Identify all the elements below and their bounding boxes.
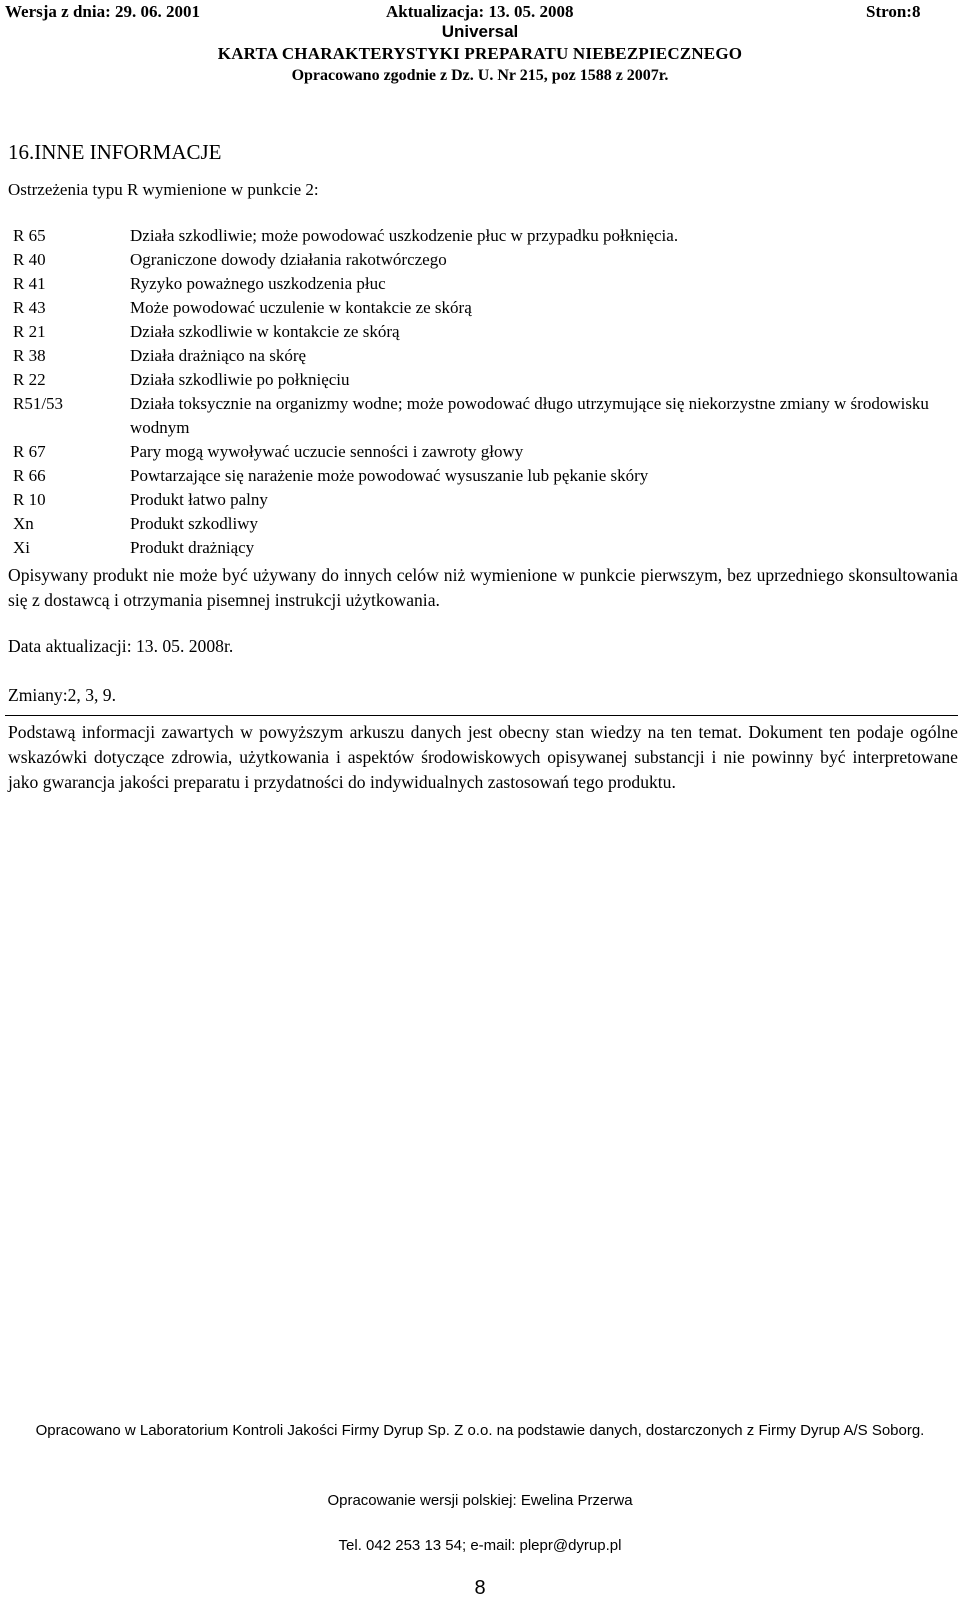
risk-description: Produkt drażniący (130, 538, 255, 557)
risk-description: Działa szkodliwie w kontakcie ze skórą (130, 322, 400, 341)
risk-description: Produkt szkodliwy (130, 514, 258, 533)
risk-description: Produkt łatwo palny (130, 490, 268, 509)
risk-description: Działa szkodliwie po połknięciu (130, 370, 350, 389)
risk-phrase-row (8, 248, 953, 272)
risk-phrase-list (8, 224, 953, 560)
footer-contact: Tel. 042 253 13 54; e-mail: plepr@dyrup.pl (338, 1537, 622, 1554)
risk-code: R 10 (13, 490, 46, 509)
risk-phrase-row (8, 464, 953, 488)
footer-translation: Opracowanie wersji polskiej: Ewelina Przerwa (327, 1492, 633, 1509)
update-date: Data aktualizacji: 13. 05. 2008r. (8, 636, 234, 656)
risk-phrase-row (8, 344, 953, 368)
regulation-reference: Opracowano zgodnie z Dz. U. Nr 215, poz 1588 z 2007r. (291, 67, 669, 84)
risk-phrase-row (8, 536, 953, 560)
page-number: 8 (474, 1577, 486, 1599)
risk-code: R 22 (13, 370, 46, 389)
risk-phrase-row (8, 224, 953, 248)
risk-description: Pary mogą wywoływać uczucie senności i zawroty głowy (130, 442, 524, 461)
risk-code: R 67 (13, 442, 46, 461)
changes-list: Zmiany:2, 3, 9. (8, 685, 116, 705)
risk-description: Działa drażniąco na skórę (130, 346, 307, 365)
footer-lab-note: Opracowano w Laboratorium Kontroli Jakości Firmy Dyrup Sp. Z o.o. na podstawie danych, dostarczonych z Firmy Dyrup A/S Soborg. (35, 1422, 925, 1439)
page-count: Stron:8 (866, 2, 921, 21)
risk-description: Może powodować uczulenie w kontakcie ze skórą (130, 298, 472, 317)
risk-phrase-row (8, 368, 953, 392)
document-header (0, 2, 960, 24)
risk-description: Działa toksycznie na organizmy wodne; może powodować długo utrzymujące się niekorzystne zmiany w środowisku wodnym (130, 394, 929, 437)
version-date: Wersja z dnia: 29. 06. 2001 (5, 2, 201, 21)
document-title: KARTA CHARAKTERYSTYKI PREPARATU NIEBEZPIECZNEGO (217, 44, 743, 63)
risk-phrase-row (8, 296, 953, 320)
risk-code: R 41 (13, 274, 46, 293)
risk-code: Xn (13, 514, 34, 533)
risk-code: R 38 (13, 346, 46, 365)
risk-phrase-row (8, 440, 953, 464)
risk-code: R 65 (13, 226, 46, 245)
risk-phrase-row (8, 320, 953, 344)
risk-phrase-row (8, 272, 953, 296)
usage-note: Opisywany produkt nie może być używany do innych celów niż wymienione w punkcie pierwszym, bez uprzedniego skonsultowania się z dostawcą i otrzymania pisemnej instrukcji użytkowania. (8, 565, 958, 610)
section-title: 16.INNE INFORMACJE (8, 140, 222, 164)
risk-phrase-row (8, 512, 953, 536)
risk-code: R 40 (13, 250, 46, 269)
section-intro: Ostrzeżenia typu R wymienione w punkcie 2: (8, 180, 319, 199)
risk-description: Ryzyko poważnego uszkodzenia płuc (130, 274, 386, 293)
risk-description: Powtarzające się narażenie może powodować wysuszanie lub pękanie skóry (130, 466, 649, 485)
risk-phrase-row (8, 392, 953, 440)
update-date-header: Aktualizacja: 13. 05. 2008 (386, 2, 574, 21)
risk-code: R 21 (13, 322, 46, 341)
risk-code: R51/53 (13, 394, 64, 413)
disclaimer: Podstawą informacji zawartych w powyższym arkuszu danych jest obecny stan wiedzy na ten temat. Dokument ten podaje ogólne wskazówki dotyczące zdrowia, użytkowania i aspektów środowiskowych opisywanej substancji i nie powinny być interpretowane jako gwarancja jakości preparatu i przydatności do indywidualnych zastosowań tego produktu. (8, 722, 958, 792)
risk-code: R 43 (13, 298, 46, 317)
risk-phrase-row (8, 488, 953, 512)
divider (5, 715, 958, 716)
risk-code: R 66 (13, 466, 46, 485)
risk-code: Xi (13, 538, 30, 557)
product-name: Universal (441, 22, 519, 41)
risk-description: Ograniczone dowody działania rakotwórczego (130, 250, 447, 269)
risk-description: Działa szkodliwie; może powodować uszkodzenie płuc w przypadku połknięcia. (130, 226, 679, 245)
